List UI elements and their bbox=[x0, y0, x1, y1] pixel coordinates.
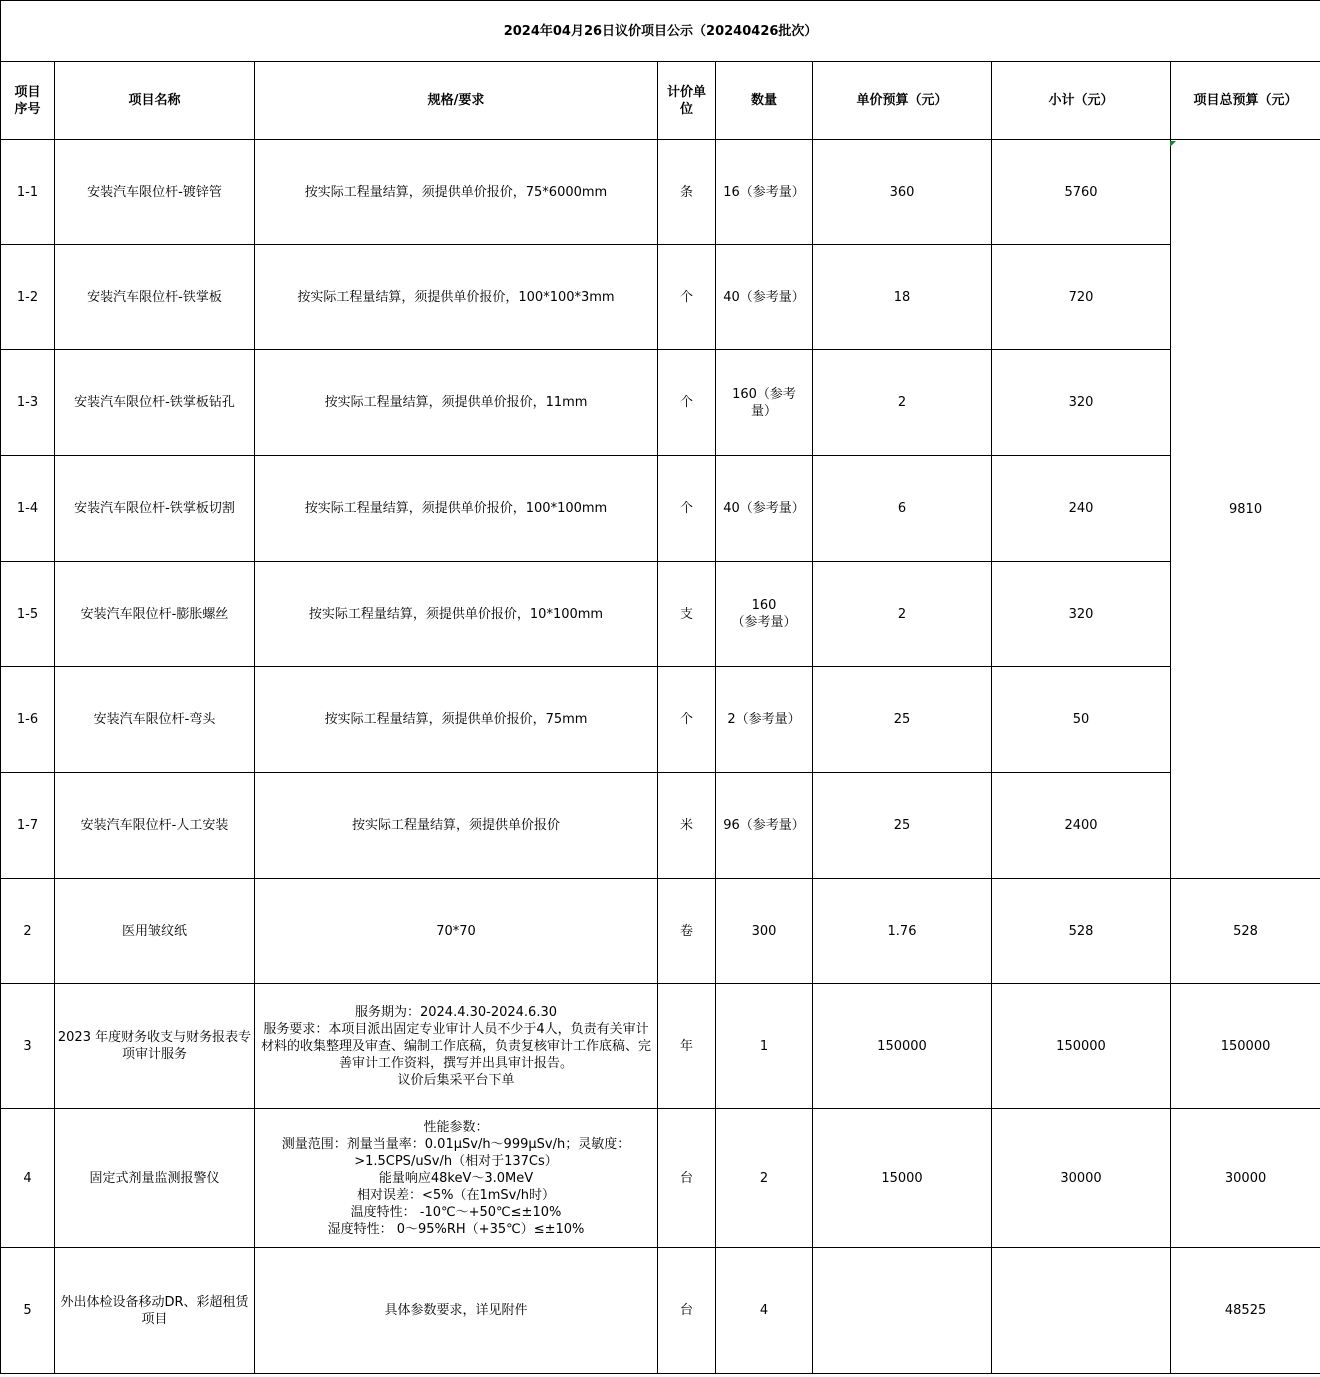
row-seq: 1-6 bbox=[1, 667, 55, 773]
row-spec: 按实际工程量结算，须提供单价报价，11mm bbox=[255, 350, 658, 456]
row-qty: 160（参考量） bbox=[716, 350, 813, 456]
row-name: 医用皱纹纸 bbox=[55, 879, 255, 984]
row-seq: 4 bbox=[1, 1109, 55, 1248]
table-row bbox=[1, 773, 1320, 879]
row-unit: 台 bbox=[658, 1248, 716, 1374]
row-subtotal: 528 bbox=[992, 879, 1171, 984]
row-name: 安装汽车限位杆-镀锌管 bbox=[55, 140, 255, 245]
row-qty: 96（参考量） bbox=[716, 773, 813, 879]
table-row bbox=[1, 879, 1320, 984]
row-name: 安装汽车限位杆-人工安装 bbox=[55, 773, 255, 879]
row-name: 安装汽车限位杆-铁掌板钻孔 bbox=[55, 350, 255, 456]
row-price: 25 bbox=[813, 773, 992, 879]
row-price: 1.76 bbox=[813, 879, 992, 984]
table-row bbox=[1, 1248, 1320, 1374]
row-spec: 按实际工程量结算，须提供单价报价 bbox=[255, 773, 658, 879]
row-seq: 5 bbox=[1, 1248, 55, 1374]
row-spec: 按实际工程量结算，须提供单价报价，100*100*3mm bbox=[255, 245, 658, 350]
row-subtotal bbox=[992, 1248, 1171, 1374]
row-unit: 米 bbox=[658, 773, 716, 879]
row-spec: 服务期为：2024.4.30-2024.6.30 服务要求：本项目派出固定专业审计人员不少于4人，负责有关审计材料的收集整理及审查、编制工作底稿，负责复核审计工作底稿、完善审计工作资料，撰写并出具审计报告。 议价后集采平台下单 bbox=[255, 984, 658, 1109]
table-row bbox=[1, 984, 1320, 1109]
row-qty: 2 bbox=[716, 1109, 813, 1248]
row-unit: 台 bbox=[658, 1109, 716, 1248]
header-price: 单价预算（元） bbox=[813, 62, 992, 140]
row-name: 2023 年度财务收支与财务报表专项审计服务 bbox=[55, 984, 255, 1109]
row-spec: 按实际工程量结算，须提供单价报价，100*100mm bbox=[255, 456, 658, 562]
row-qty: 300 bbox=[716, 879, 813, 984]
row-seq: 1-4 bbox=[1, 456, 55, 562]
row-subtotal: 240 bbox=[992, 456, 1171, 562]
row-total: 30000 bbox=[1171, 1109, 1320, 1248]
cell-comment-marker-icon bbox=[1170, 141, 1176, 147]
row-qty: 1 bbox=[716, 984, 813, 1109]
row-price: 150000 bbox=[813, 984, 992, 1109]
row-subtotal: 50 bbox=[992, 667, 1171, 773]
row-seq: 1-3 bbox=[1, 350, 55, 456]
row-unit: 支 bbox=[658, 562, 716, 667]
table-row bbox=[1, 245, 1320, 350]
table-row bbox=[1, 562, 1320, 667]
row-subtotal: 320 bbox=[992, 562, 1171, 667]
header-subtotal: 小计（元） bbox=[992, 62, 1171, 140]
row-price: 18 bbox=[813, 245, 992, 350]
row-seq: 3 bbox=[1, 984, 55, 1109]
row-subtotal: 5760 bbox=[992, 140, 1171, 245]
row-unit: 个 bbox=[658, 350, 716, 456]
row-price: 15000 bbox=[813, 1109, 992, 1248]
row-subtotal: 320 bbox=[992, 350, 1171, 456]
row-total: 528 bbox=[1171, 879, 1320, 984]
row-qty: 40（参考量） bbox=[716, 456, 813, 562]
table-row bbox=[1, 350, 1320, 456]
row-unit: 条 bbox=[658, 140, 716, 245]
row-unit: 个 bbox=[658, 667, 716, 773]
table-row bbox=[1, 1109, 1320, 1248]
row-name: 安装汽车限位杆-铁掌板切割 bbox=[55, 456, 255, 562]
row-spec: 性能参数： 测量范围：剂量当量率：0.01μSv/h～999μSv/h；灵敏度： >1.5CPS/uSv/h（相对于137Cs） 能量响应48keV～3.0MeV 相对误差：<5%（在1mSv/h时） 温度特性： -10℃～+50℃≤±10% 湿度特性： 0～95%RH（+35℃）≤±10% bbox=[255, 1109, 658, 1248]
header-total: 项目总预算（元） bbox=[1171, 62, 1320, 140]
group-total: 9810 bbox=[1171, 140, 1320, 879]
row-spec: 具体参数要求，详见附件 bbox=[255, 1248, 658, 1374]
row-qty: 40（参考量） bbox=[716, 245, 813, 350]
row-price: 6 bbox=[813, 456, 992, 562]
header-seq: 项目序号 bbox=[1, 62, 55, 140]
table-row bbox=[1, 456, 1320, 562]
table-row bbox=[1, 667, 1320, 773]
row-price: 2 bbox=[813, 350, 992, 456]
row-unit: 个 bbox=[658, 456, 716, 562]
header-unit: 计价单位 bbox=[658, 62, 716, 140]
header-name: 项目名称 bbox=[55, 62, 255, 140]
row-spec: 按实际工程量结算，须提供单价报价，75mm bbox=[255, 667, 658, 773]
row-subtotal: 720 bbox=[992, 245, 1171, 350]
page-title: 2024年04月26日议价项目公示（20240426批次） bbox=[1, 1, 1320, 62]
row-spec: 按实际工程量结算，须提供单价报价，10*100mm bbox=[255, 562, 658, 667]
row-seq: 2 bbox=[1, 879, 55, 984]
row-total: 48525 bbox=[1171, 1248, 1320, 1374]
row-subtotal: 150000 bbox=[992, 984, 1171, 1109]
row-qty: 4 bbox=[716, 1248, 813, 1374]
row-name: 外出体检设备移动DR、彩超租赁项目 bbox=[55, 1248, 255, 1374]
row-spec: 70*70 bbox=[255, 879, 658, 984]
row-name: 安装汽车限位杆-弯头 bbox=[55, 667, 255, 773]
header-qty: 数量 bbox=[716, 62, 813, 140]
row-price: 2 bbox=[813, 562, 992, 667]
row-seq: 1-1 bbox=[1, 140, 55, 245]
row-price: 360 bbox=[813, 140, 992, 245]
row-name: 安装汽车限位杆-膨胀螺丝 bbox=[55, 562, 255, 667]
row-unit: 卷 bbox=[658, 879, 716, 984]
row-price: 25 bbox=[813, 667, 992, 773]
row-unit: 年 bbox=[658, 984, 716, 1109]
header-spec: 规格/要求 bbox=[255, 62, 658, 140]
row-seq: 1-7 bbox=[1, 773, 55, 879]
row-qty: 2（参考量） bbox=[716, 667, 813, 773]
row-qty: 16（参考量） bbox=[716, 140, 813, 245]
header-row bbox=[1, 62, 1320, 140]
row-seq: 1-5 bbox=[1, 562, 55, 667]
row-unit: 个 bbox=[658, 245, 716, 350]
table-row bbox=[1, 140, 1320, 245]
row-name: 安装汽车限位杆-铁掌板 bbox=[55, 245, 255, 350]
row-spec: 按实际工程量结算，须提供单价报价，75*6000mm bbox=[255, 140, 658, 245]
row-price bbox=[813, 1248, 992, 1374]
row-total: 150000 bbox=[1171, 984, 1320, 1109]
row-subtotal: 30000 bbox=[992, 1109, 1171, 1248]
row-subtotal: 2400 bbox=[992, 773, 1171, 879]
row-name: 固定式剂量监测报警仪 bbox=[55, 1109, 255, 1248]
row-seq: 1-2 bbox=[1, 245, 55, 350]
row-qty: 160 （参考量） bbox=[716, 562, 813, 667]
